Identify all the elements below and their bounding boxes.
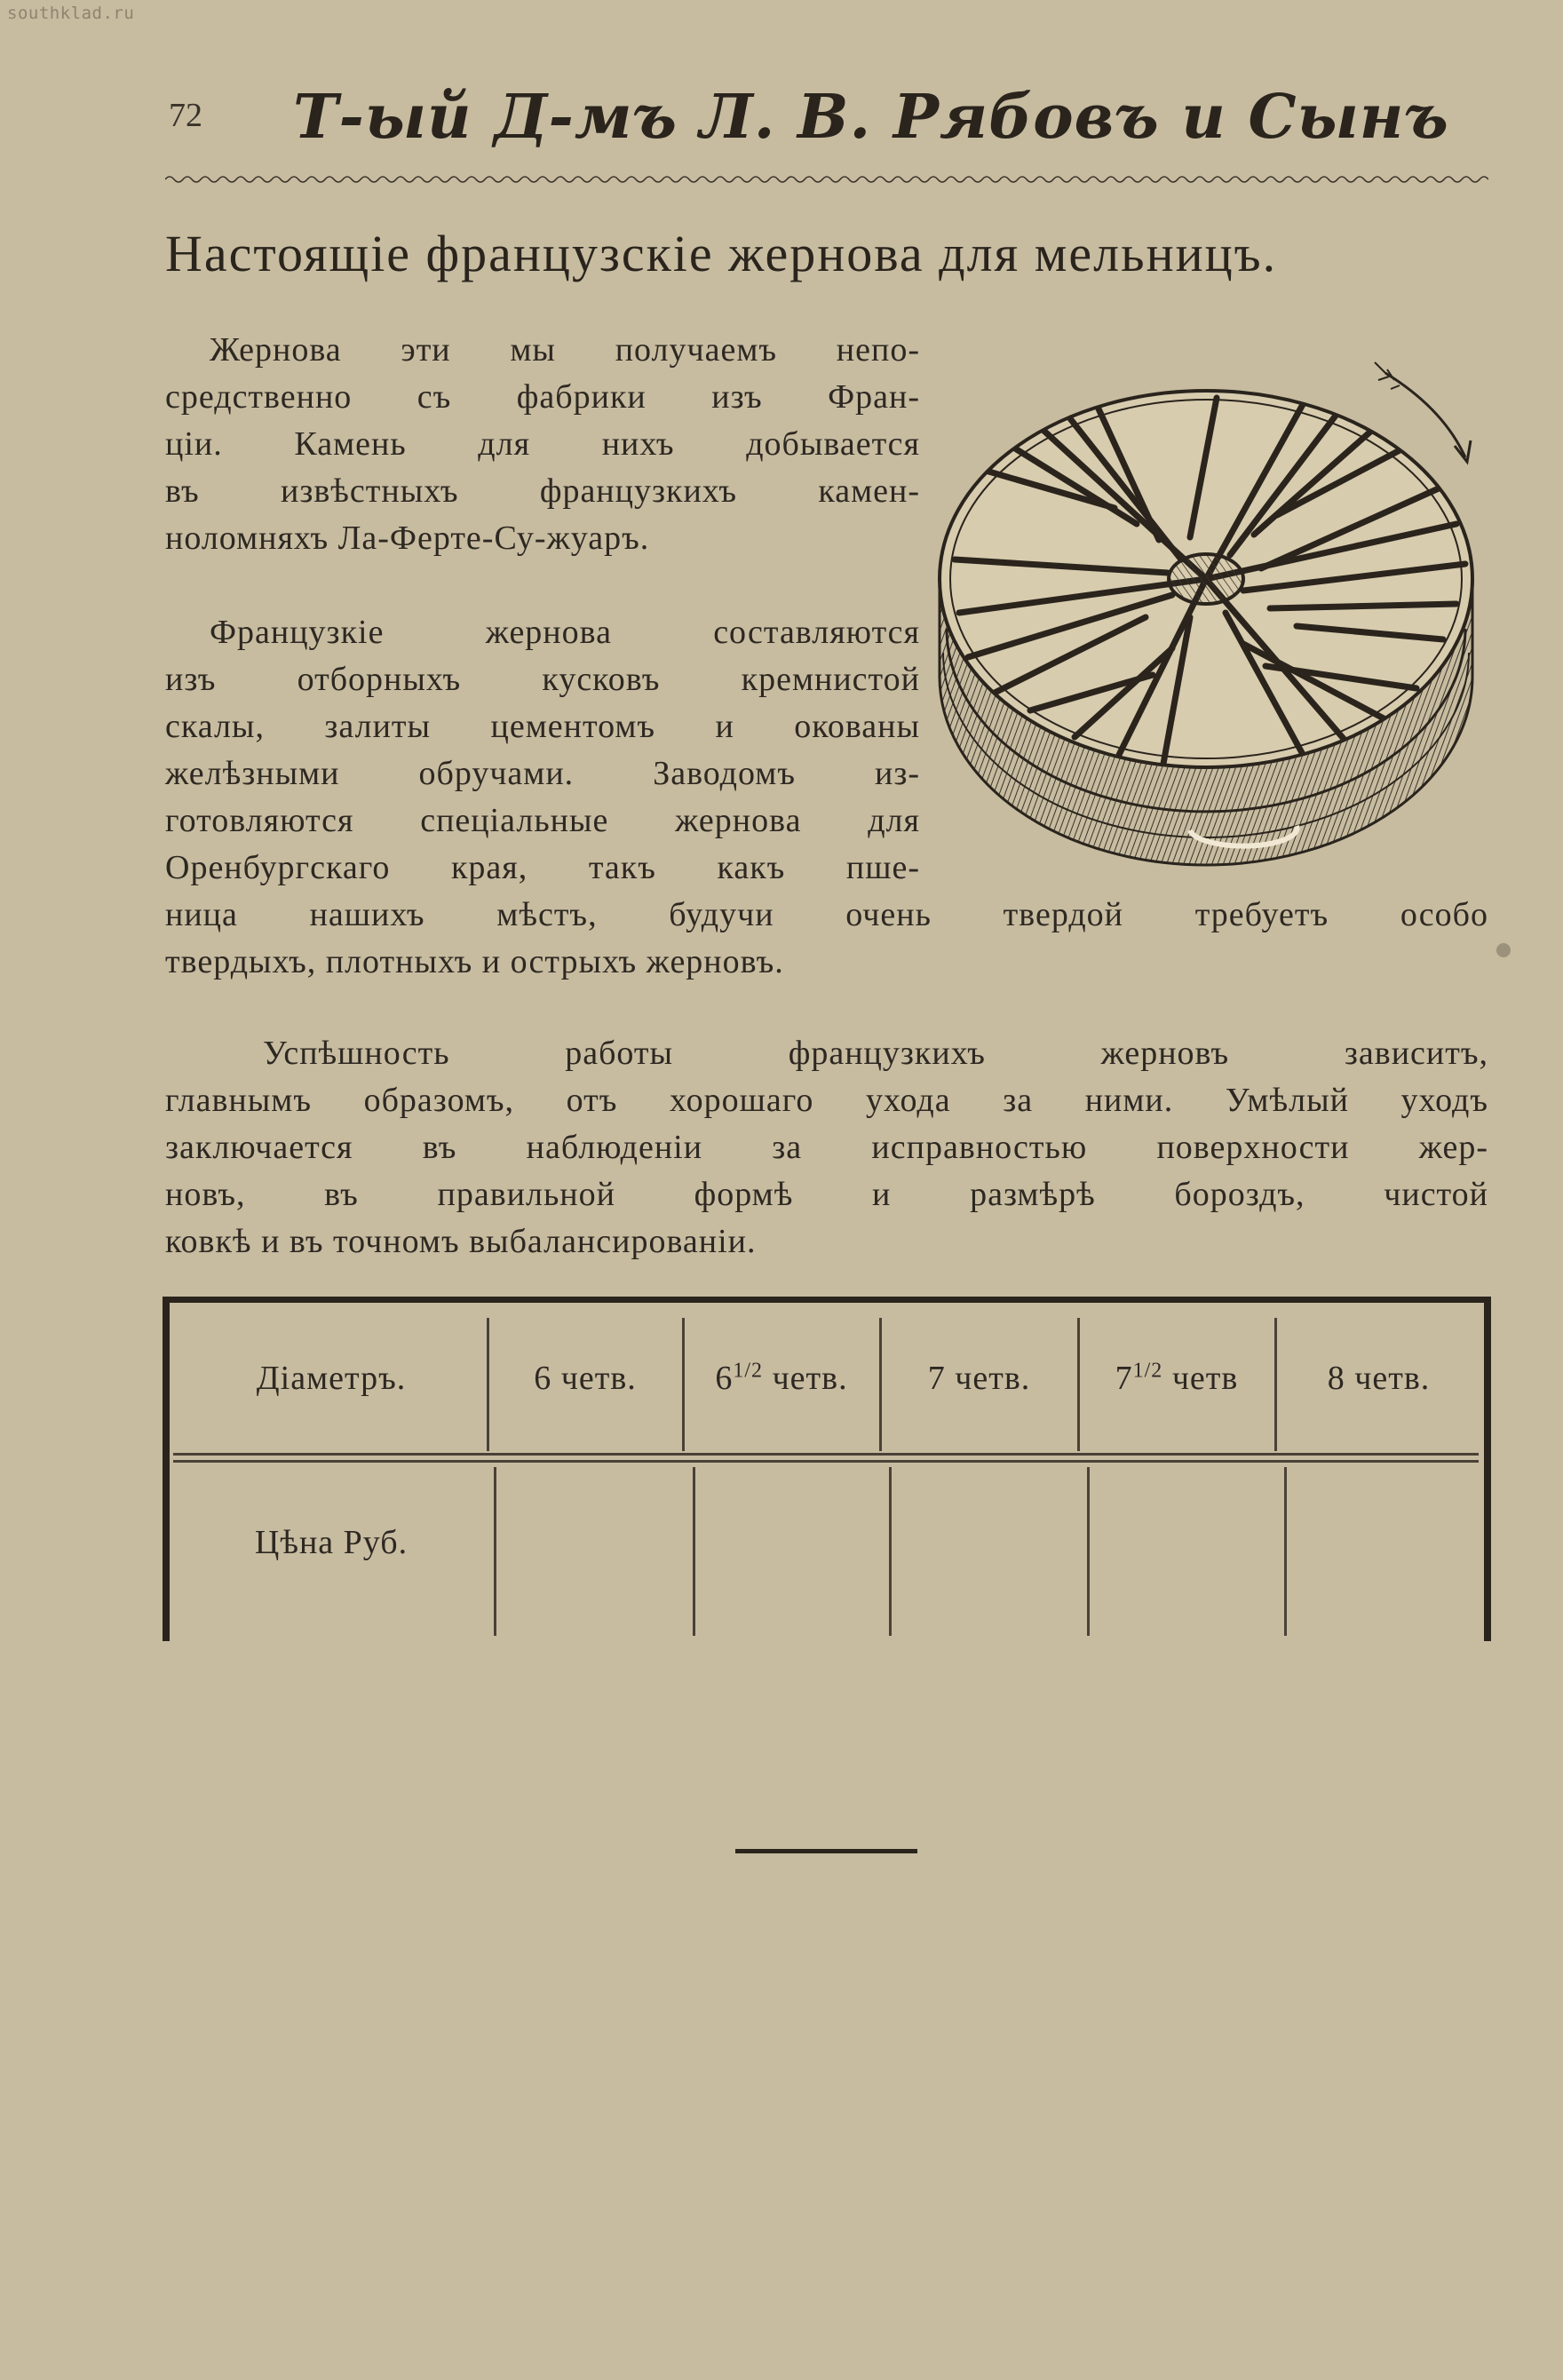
paragraph3-line: Успѣшность работы французкихъ жерновъ зависитъ, [263,1035,1488,1072]
table-top-border [163,1297,1491,1303]
paragraph2-line: скалы, залиты цементомъ и окованы [165,708,920,745]
paragraph1-line: ноломняхъ Ла-Ферте-Су-жуаръ. [165,520,650,557]
table-right-border [1484,1297,1491,1641]
millstone-illustration [924,346,1492,897]
table-header-diameter: Діаметръ. [256,1360,407,1397]
table-size-cell: 7 четв. [927,1360,1031,1397]
table-size-cell: $6^{1/2}$ четв. [715,1359,848,1397]
watermark: southklad.ru [7,4,135,23]
table-header-price: Цѣна Руб. [254,1524,409,1561]
table-left-border [163,1297,170,1641]
section-heading: Настоящіе французскіе жернова для мельницъ. [165,225,1278,282]
table-column-divider [1087,1467,1090,1636]
paragraph2-line: Французкіе жернова составляются [210,614,920,651]
table-size-cell: $7^{1/2}$ четв [1115,1359,1239,1397]
table-size-cell: 6 четв. [534,1360,637,1397]
paragraph2-line: изъ отборныхъ кусковъ кремнистой [165,661,920,698]
table-row-divider [173,1453,1479,1456]
page-number: 72 [169,97,202,134]
table-row-divider [173,1460,1479,1463]
table-size-cell: 8 четв. [1327,1360,1431,1397]
header-wavy-rule [165,174,1488,185]
paragraph1-line: средственно съ фабрики изъ Фран- [165,378,920,416]
table-column-divider [682,1318,685,1451]
paragraph2-line: твердыхъ, плотныхъ и острыхъ жерновъ. [165,943,784,980]
paragraph3-line: заключается въ наблюденіи за исправностью поверхности жер- [165,1129,1488,1166]
price-table [163,1297,1491,1641]
table-column-divider [1274,1318,1277,1451]
paragraph3-line: ковкѣ и въ точномъ выбалансированіи. [165,1223,757,1260]
table-column-divider [1077,1318,1080,1451]
table-column-divider [693,1467,695,1636]
paragraph3-line: новъ, въ правильной формѣ и размѣрѣ бороздъ, чистой [165,1176,1488,1213]
paragraph2-line: ница нашихъ мѣстъ, будучи очень твердой требуетъ особо [165,896,1488,933]
header-title: Т-ый Д-мъ Л. В. Рябовъ и Сынъ [293,82,1449,153]
paragraph2-line: готовляются спеціальные жернова для [165,802,920,839]
paragraph1-line: Жернова эти мы получаемъ непо- [210,331,920,369]
table-column-divider [889,1467,892,1636]
paragraph3-line: главнымъ образомъ, отъ хорошаго ухода за ними. Умѣлый уходъ [165,1082,1488,1119]
paragraph2-line: желѣзными обручами. Заводомъ из- [165,755,920,792]
paragraph1-line: въ извѣстныхъ французкихъ камен- [165,472,920,510]
table-column-divider [1284,1467,1287,1636]
paragraph1-line: ціи. Камень для нихъ добывается [165,425,920,463]
paper-spot [1496,943,1511,957]
table-column-divider [487,1318,489,1451]
table-column-divider [494,1467,496,1636]
end-rule [735,1849,917,1853]
paragraph2-line: Оренбургскаго края, такъ какъ пше- [165,849,920,886]
table-column-divider [879,1318,882,1451]
